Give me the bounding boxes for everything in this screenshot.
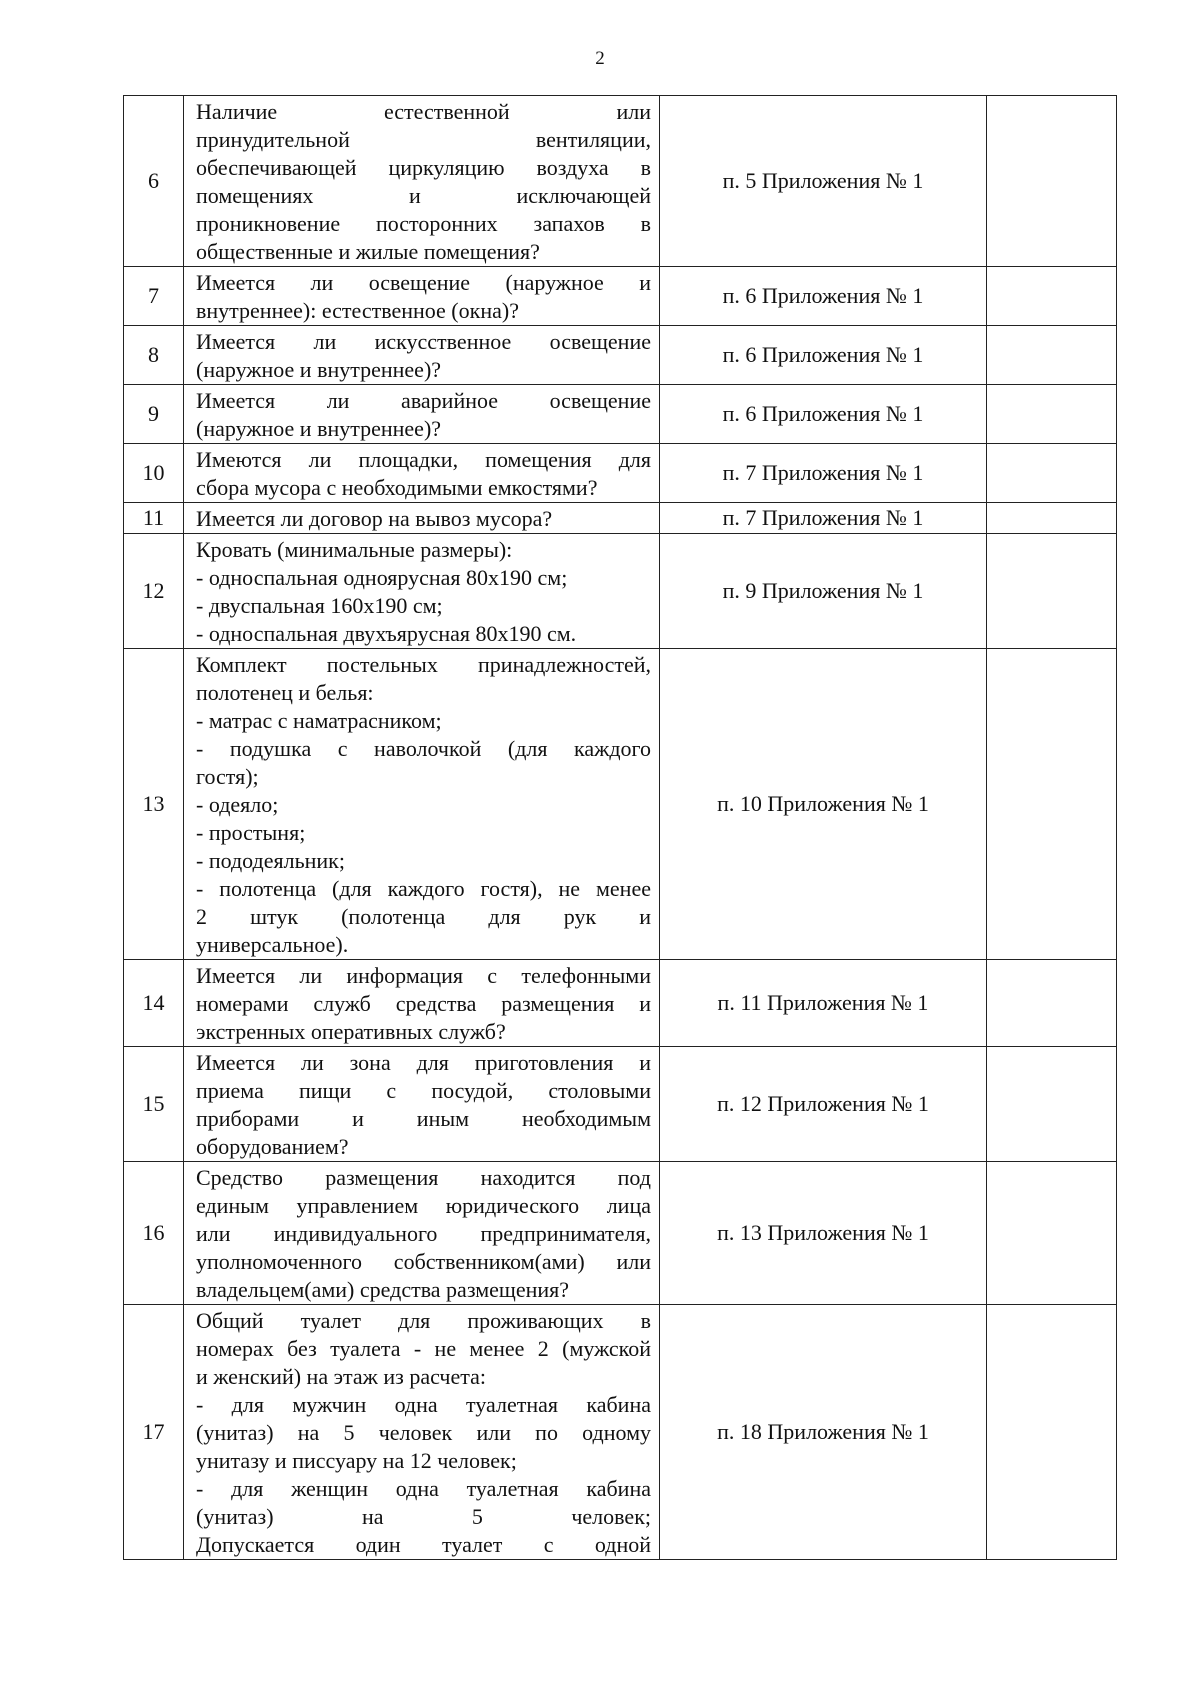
requirement-text <box>184 1162 659 1304</box>
requirement-cell <box>184 326 660 385</box>
requirement-line: Средство размещения находится под <box>196 1165 651 1190</box>
requirement-line: Имеется ли зона для приготовления и <box>196 1050 651 1075</box>
requirement-line: - полотенца (для каждого гостя), не менее <box>196 876 651 901</box>
requirement-text <box>184 444 659 502</box>
table-row <box>124 267 1117 326</box>
table-row <box>124 96 1117 267</box>
requirement-cell <box>184 534 660 649</box>
reference-cell: п. 5 Приложения № 1 <box>660 96 987 267</box>
requirement-line: (наружное и внутреннее)? <box>196 416 442 441</box>
row-number: 7 <box>124 267 184 326</box>
requirement-line: внутреннее): естественное (окна)? <box>196 298 519 323</box>
requirement-cell <box>184 96 660 267</box>
requirement-line: Комплект постельных принадлежностей, <box>196 652 651 677</box>
requirement-line: унитазу и писсуару на 12 человек; <box>196 1448 517 1473</box>
reference-cell: п. 18 Приложения № 1 <box>660 1305 987 1560</box>
reference-cell: п. 9 Приложения № 1 <box>660 534 987 649</box>
mark-cell <box>987 960 1117 1047</box>
requirement-line: и женский) на этаж из расчета: <box>196 1364 487 1389</box>
requirement-text <box>184 326 659 384</box>
table-row <box>124 444 1117 503</box>
requirement-line: 2 штук (полотенца для рук и <box>196 904 651 929</box>
mark-cell <box>987 1162 1117 1305</box>
table-row <box>124 385 1117 444</box>
table-row <box>124 503 1117 534</box>
reference-cell: п. 10 Приложения № 1 <box>660 649 987 960</box>
requirement-cell <box>184 1305 660 1560</box>
requirement-line: приборами и иным необходимым <box>196 1106 651 1131</box>
requirement-line: - подушка с наволочкой (для каждого <box>196 736 651 761</box>
mark-cell <box>987 96 1117 267</box>
requirement-line: (наружное и внутреннее)? <box>196 357 442 382</box>
requirement-cell <box>184 503 660 534</box>
requirement-line: номерами служб средства размещения и <box>196 991 651 1016</box>
row-number: 17 <box>124 1305 184 1560</box>
row-number: 8 <box>124 326 184 385</box>
requirement-text <box>184 267 659 325</box>
mark-cell <box>987 1305 1117 1560</box>
requirement-line: Имеется ли аварийное освещение <box>196 388 651 413</box>
requirement-line: сбора мусора с необходимыми емкостями? <box>196 475 598 500</box>
row-number: 10 <box>124 444 184 503</box>
requirement-cell <box>184 1047 660 1162</box>
row-number: 15 <box>124 1047 184 1162</box>
requirement-text <box>184 1305 659 1559</box>
requirement-cell <box>184 649 660 960</box>
requirement-cell <box>184 267 660 326</box>
requirement-text <box>184 960 659 1046</box>
requirement-line: Имеется ли договор на вывоз мусора? <box>196 506 553 531</box>
requirement-line: приема пищи с посудой, столовыми <box>196 1078 651 1103</box>
mark-cell <box>987 534 1117 649</box>
mark-cell <box>987 385 1117 444</box>
requirement-line: гостя); <box>196 764 259 789</box>
requirement-cell <box>184 1162 660 1305</box>
requirement-cell <box>184 960 660 1047</box>
requirement-line: полотенец и белья: <box>196 680 374 705</box>
requirement-line: принудительной вентиляции, <box>196 127 651 152</box>
requirement-text <box>184 503 659 533</box>
requirement-line: Имеется ли освещение (наружное и <box>196 270 651 295</box>
requirement-line: (унитаз) на 5 человек; <box>196 1504 651 1529</box>
requirement-line: Кровать (минимальные размеры): <box>196 537 513 562</box>
requirement-text <box>184 1047 659 1161</box>
requirement-line: Имеется ли информация с телефонными <box>196 963 651 988</box>
page-number: 2 <box>595 48 605 69</box>
requirement-line: - для женщин одна туалетная кабина <box>196 1476 651 1501</box>
requirement-line: обеспечивающей циркуляцию воздуха в <box>196 155 651 180</box>
requirement-line: владельцем(ами) средства размещения? <box>196 1277 570 1302</box>
requirement-line: - простыня; <box>196 820 306 845</box>
requirement-line: - односпальная одноярусная 80х190 см; <box>196 565 568 590</box>
requirement-line: Наличие естественной или <box>196 99 651 124</box>
reference-cell: п. 11 Приложения № 1 <box>660 960 987 1047</box>
requirement-line: Допускается один туалет с одной <box>196 1532 651 1557</box>
reference-cell: п. 6 Приложения № 1 <box>660 267 987 326</box>
reference-cell: п. 7 Приложения № 1 <box>660 503 987 534</box>
requirement-line: - односпальная двухъярусная 80х190 см. <box>196 621 577 646</box>
requirement-line: (унитаз) на 5 человек или по одному <box>196 1420 651 1445</box>
requirement-text <box>184 534 659 648</box>
mark-cell <box>987 649 1117 960</box>
mark-cell <box>987 503 1117 534</box>
row-number: 16 <box>124 1162 184 1305</box>
row-number: 9 <box>124 385 184 444</box>
requirement-cell <box>184 444 660 503</box>
requirement-line: - матрас с наматрасником; <box>196 708 442 733</box>
mark-cell <box>987 1047 1117 1162</box>
table-row <box>124 649 1117 960</box>
table-row <box>124 960 1117 1047</box>
requirement-line: помещениях и исключающей <box>196 183 651 208</box>
table-row <box>124 326 1117 385</box>
requirement-line: экстренных оперативных служб? <box>196 1019 506 1044</box>
requirement-line: проникновение посторонних запахов в <box>196 211 651 236</box>
reference-cell: п. 12 Приложения № 1 <box>660 1047 987 1162</box>
requirement-line: Имеются ли площадки, помещения для <box>196 447 651 472</box>
row-number: 13 <box>124 649 184 960</box>
requirement-line: универсальное). <box>196 932 349 957</box>
requirement-text <box>184 385 659 443</box>
table-row <box>124 1047 1117 1162</box>
mark-cell <box>987 267 1117 326</box>
requirement-line: Имеется ли искусственное освещение <box>196 329 651 354</box>
requirement-line: - пододеяльник; <box>196 848 345 873</box>
row-number: 14 <box>124 960 184 1047</box>
reference-cell: п. 7 Приложения № 1 <box>660 444 987 503</box>
requirement-line: единым управлением юридического лица <box>196 1193 651 1218</box>
row-number: 6 <box>124 96 184 267</box>
reference-cell: п. 6 Приложения № 1 <box>660 385 987 444</box>
table-row <box>124 1305 1117 1560</box>
requirement-line: - двуспальная 160х190 см; <box>196 593 443 618</box>
reference-cell: п. 6 Приложения № 1 <box>660 326 987 385</box>
mark-cell <box>987 326 1117 385</box>
row-number: 11 <box>124 503 184 534</box>
table-row <box>124 1162 1117 1305</box>
requirement-text <box>184 649 659 959</box>
requirement-line: - одеяло; <box>196 792 279 817</box>
reference-cell: п. 13 Приложения № 1 <box>660 1162 987 1305</box>
requirement-line: или индивидуального предпринимателя, <box>196 1221 651 1246</box>
requirement-line: оборудованием? <box>196 1134 349 1159</box>
requirement-text <box>184 96 659 266</box>
table-row <box>124 534 1117 649</box>
requirement-line: Общий туалет для проживающих в <box>196 1308 651 1333</box>
requirement-line: номерах без туалета - не менее 2 (мужской <box>196 1336 651 1361</box>
checklist-table <box>123 95 1117 1560</box>
requirement-line: общественные и жилые помещения? <box>196 239 540 264</box>
requirement-line: - для мужчин одна туалетная кабина <box>196 1392 651 1417</box>
requirement-cell <box>184 385 660 444</box>
requirement-line: уполномоченного собственником(ами) или <box>196 1249 651 1274</box>
row-number: 12 <box>124 534 184 649</box>
mark-cell <box>987 444 1117 503</box>
